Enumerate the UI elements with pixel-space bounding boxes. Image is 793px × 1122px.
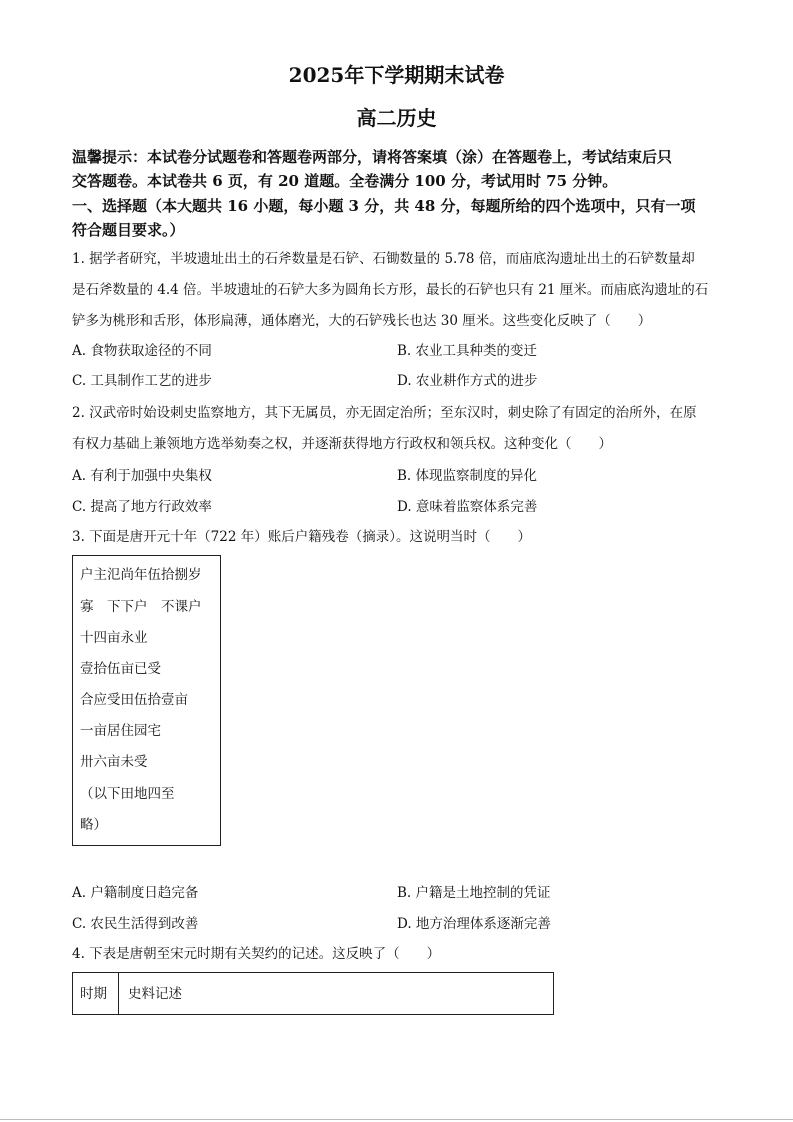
q1-option-b[interactable]: B. 农业工具种类的变迁 [397,343,538,359]
q1-stem-line-1: 1. 据学者研究，半坡遗址出土的石斧数量是石铲、石锄数量的 5.78 倍，而庙底沟遗址出土的石铲数量却 [72,251,695,267]
table-header-source: 史料记述 [128,986,182,1002]
q2-option-a[interactable]: A. 有利于加强中央集权 [72,468,212,484]
register-line-8: （以下田地四至 [80,786,175,802]
notice-line-1: 温馨提示：本试卷分试题卷和答题卷两部分，请将答案填（涂）在答题卷上，考试结束后只 [72,148,673,166]
q2-stem-line-2: 有权力基础上兼领地方选举劾奏之权，并逐渐获得地方行政权和领兵权。这种变化（ ） [72,436,612,452]
register-line-7: 卅六亩未受 [80,754,148,770]
q3-option-b[interactable]: B. 户籍是土地控制的凭证 [397,885,551,901]
q2-stem-line-1: 2. 汉武帝时始设刺史监察地方，其下无属员，亦无固定治所；至东汉时，刺史除了有固定的治所外，在原 [72,405,697,421]
q4-stem-line-1: 4. 下表是唐朝至宋元时期有关契约的记述。这反映了（ ） [72,946,441,962]
register-line-4: 壹拾伍亩已受 [80,661,161,677]
q1-option-a[interactable]: A. 食物获取途径的不同 [72,343,212,359]
subject-title: 高二历史 [356,106,437,130]
register-line-9: 略） [80,817,107,833]
q3-stem-line-1: 3. 下面是唐开元十年（722 年）账后户籍残卷（摘录）。这说明当时（ ） [72,529,531,545]
q3-option-a[interactable]: A. 户籍制度日趋完备 [72,885,199,901]
table-column-divider [118,972,119,1015]
q2-option-d[interactable]: D. 意味着监察体系完善 [397,499,538,515]
register-line-6: 一亩居住园宅 [80,723,161,739]
register-line-2: 寡 下下户 不课户 [80,599,202,615]
q1-stem-line-2: 是石斧数量的 4.4 倍。半坡遗址的石铲大多为圆角长方形，最长的石铲也只有 21 厘米。而庙底沟遗址的石 [72,282,709,298]
section-heading-line-1: 一、选择题（本大题共 16 小题，每小题 3 分，共 48 分，每题所给的四个选项中，只有一项 [72,197,696,215]
q2-option-b[interactable]: B. 体现监察制度的异化 [397,468,538,484]
notice-line-2: 交答题卷。本试卷共 6 页，有 20 道题。全卷满分 100 分，考试用时 75 分钟。 [72,172,618,190]
q3-option-d[interactable]: D. 地方治理体系逐渐完善 [397,916,551,932]
q2-option-c[interactable]: C. 提高了地方行政效率 [72,499,212,515]
section-heading-line-2: 符合题目要求。） [72,221,185,239]
q1-option-c[interactable]: C. 工具制作工艺的进步 [72,373,212,389]
q1-option-d[interactable]: D. 农业耕作方式的进步 [397,373,538,389]
register-line-3: 十四亩永业 [80,630,148,646]
exam-title: 2025年下学期期末试卷 [288,63,505,87]
q3-option-c[interactable]: C. 农民生活得到改善 [72,916,199,932]
page-bottom-rule [0,1119,793,1120]
register-line-5: 合应受田伍拾壹亩 [80,692,188,708]
q1-stem-line-3: 铲多为桃形和舌形，体形扁薄，通体磨光，大的石铲残长也达 30 厘米。这些变化反映了（ ） [72,313,652,329]
register-line-1: 户主氾尚年伍拾捌岁 [80,567,202,583]
table-header-period: 时期 [80,986,107,1002]
